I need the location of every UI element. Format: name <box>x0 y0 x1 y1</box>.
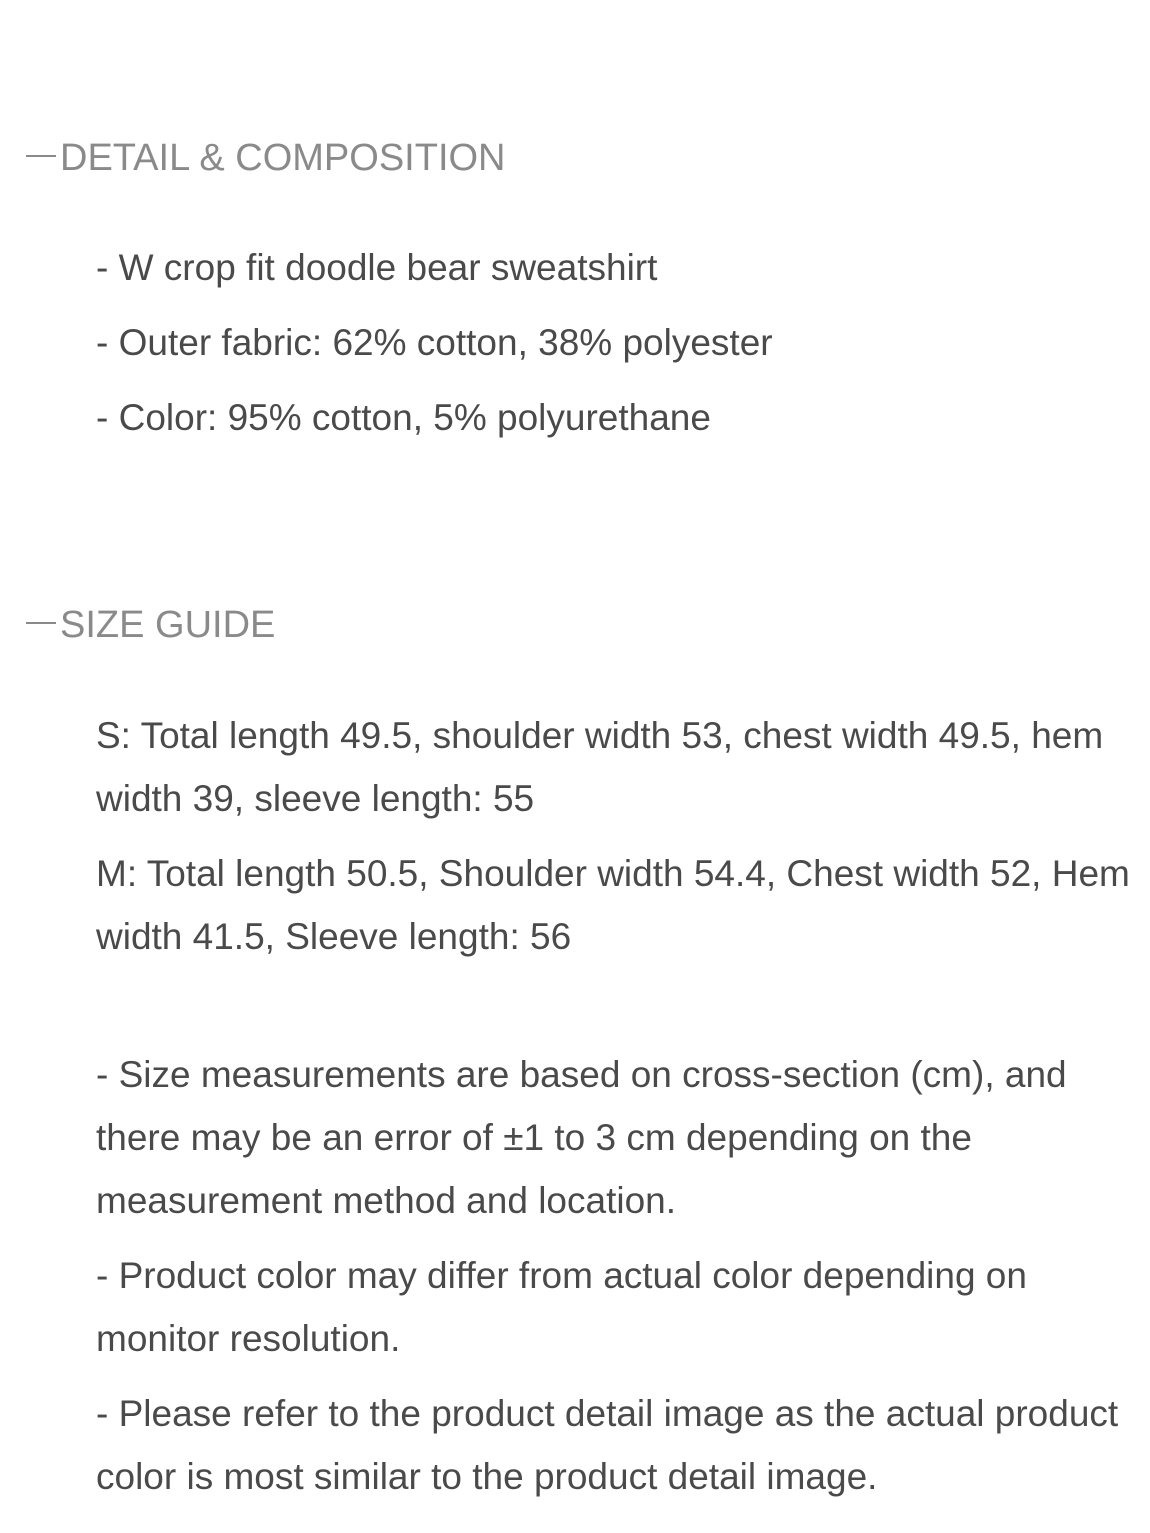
detail-composition-title: DETAIL & COMPOSITION <box>60 137 506 179</box>
note-measurement-error: - Size measurements are based on cross-section (cm), and there may be an error of ±1 to 3 cm depending on the measurement method and location. <box>96 1054 1067 1221</box>
detail-composition-heading <box>26 139 506 177</box>
detail-item: - W crop fit doodle bear sweatshirt <box>96 247 658 288</box>
size-guide-sizes <box>96 704 1146 968</box>
detail-composition-list <box>96 230 1146 455</box>
size-m-measurements: M: Total length 50.5, Shoulder width 54.4, Chest width 52, Hem width 41.5, Sleeve length: 56 <box>96 853 1130 957</box>
size-guide-heading <box>26 606 275 644</box>
detail-item: - Color: 95% cotton, 5% polyurethane <box>96 397 711 438</box>
size-guide-title: SIZE GUIDE <box>60 604 276 646</box>
detail-item: - Outer fabric: 62% cotton, 38% polyester <box>96 322 773 363</box>
note-monitor-color: - Product color may differ from actual color depending on monitor resolution. <box>96 1255 1027 1359</box>
heading-dash <box>26 155 56 157</box>
size-guide-notes <box>96 1043 1146 1508</box>
note-detail-image: - Please refer to the product detail image as the actual product color is most similar to the product detail image. <box>96 1393 1119 1497</box>
size-s-measurements: S: Total length 49.5, shoulder width 53, chest width 49.5, hem width 39, sleeve length: 55 <box>96 715 1104 819</box>
heading-dash <box>26 622 56 624</box>
